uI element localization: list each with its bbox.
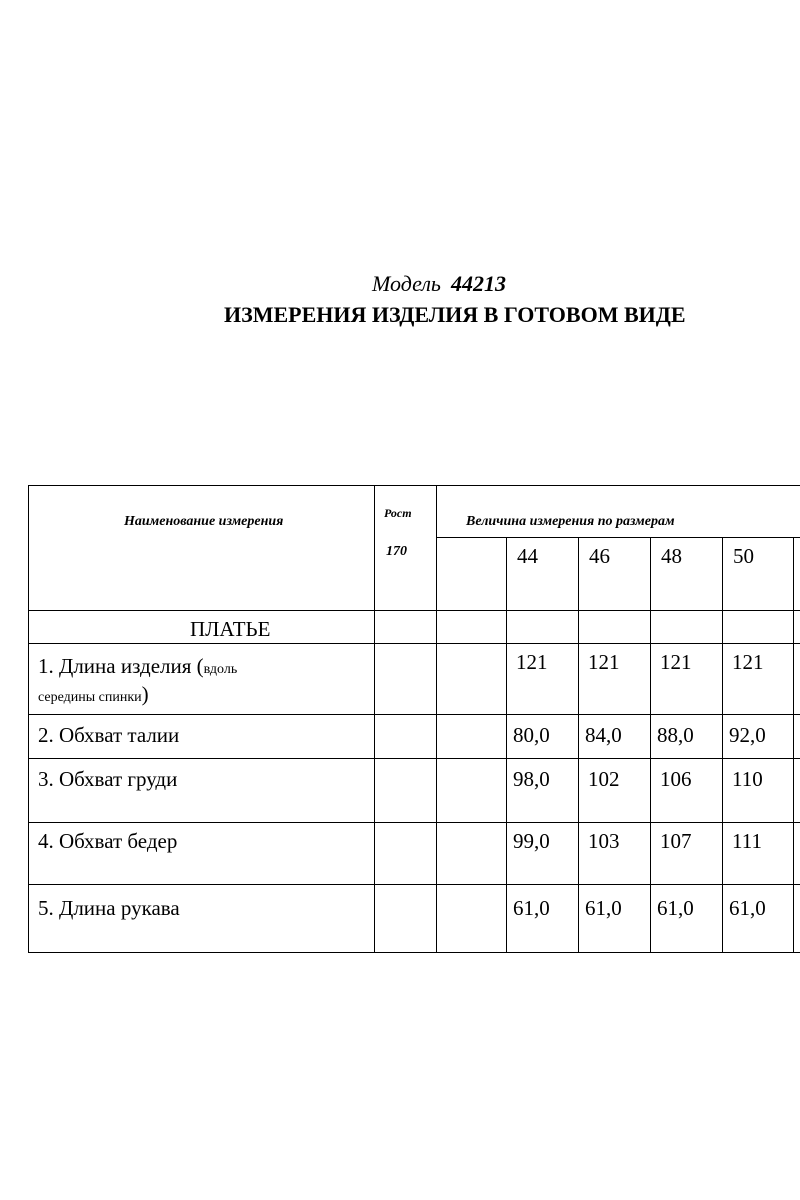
row-label: 2. Обхват талии <box>38 723 180 747</box>
model-number: 44213 <box>450 271 506 296</box>
table-cell: 61,0 <box>729 896 766 920</box>
table-border-left <box>28 485 29 953</box>
column-divider <box>436 485 437 953</box>
table-cell: 92,0 <box>729 723 766 747</box>
table-cell: 84,0 <box>585 723 622 747</box>
row-label-paren: ) <box>141 682 149 707</box>
table-border-top <box>28 485 800 486</box>
header-height-label: Рост <box>384 506 412 520</box>
size-header: 48 <box>661 544 682 568</box>
table-cell: 121 <box>732 650 764 674</box>
row-label-note: середины спинки <box>38 690 142 706</box>
table-cell: 102 <box>588 767 620 791</box>
row-label <box>38 652 237 709</box>
table-cell: 61,0 <box>657 896 694 920</box>
table-cell: 121 <box>516 650 548 674</box>
row-divider <box>28 822 800 823</box>
column-divider <box>722 537 723 953</box>
table-cell: 121 <box>660 650 692 674</box>
header-name-column: Наименование измерения <box>124 514 284 529</box>
row-label: 3. Обхват груди <box>38 767 178 791</box>
table-border-bottom <box>28 952 800 953</box>
table-cell: 99,0 <box>513 829 550 853</box>
size-header: 44 <box>517 544 538 568</box>
header-height-value: 170 <box>386 544 407 559</box>
page-title: ИЗМЕРЕНИЯ ИЗДЕЛИЯ В ГОТОВОМ ВИДЕ <box>224 302 686 327</box>
table-cell: 121 <box>588 650 620 674</box>
sizes-header-divider <box>436 537 800 538</box>
size-header: 50 <box>733 544 754 568</box>
model-label: Модель <box>372 271 441 296</box>
table-cell: 106 <box>660 767 692 791</box>
header-bottom-line <box>28 610 800 611</box>
column-divider <box>650 537 651 953</box>
table-cell: 80,0 <box>513 723 550 747</box>
column-divider <box>374 485 375 953</box>
row-label-paren: ( <box>196 654 204 678</box>
size-header: 46 <box>589 544 610 568</box>
table-cell: 88,0 <box>657 723 694 747</box>
row-divider <box>28 884 800 885</box>
row-divider <box>28 714 800 715</box>
row-label: 4. Обхват бедер <box>38 829 178 853</box>
row-label-text: 1. Длина изделия <box>38 654 192 678</box>
table-cell: 61,0 <box>513 896 550 920</box>
header-sizes-label: Величина измерения по размерам <box>466 514 675 529</box>
row-label-note: вдоль <box>203 662 238 677</box>
row-label: 5. Длина рукава <box>38 896 180 920</box>
row-divider <box>28 758 800 759</box>
table-cell: 107 <box>660 829 692 853</box>
table-cell: 98,0 <box>513 767 550 791</box>
column-divider <box>506 537 507 953</box>
table-cell: 61,0 <box>585 896 622 920</box>
table-cell: 110 <box>732 767 763 791</box>
row-divider <box>28 643 800 644</box>
section-label: ПЛАТЬЕ <box>190 617 271 641</box>
column-divider <box>578 537 579 953</box>
table-cell: 103 <box>588 829 620 853</box>
table-cell: 111 <box>732 829 762 853</box>
column-divider <box>793 537 794 953</box>
